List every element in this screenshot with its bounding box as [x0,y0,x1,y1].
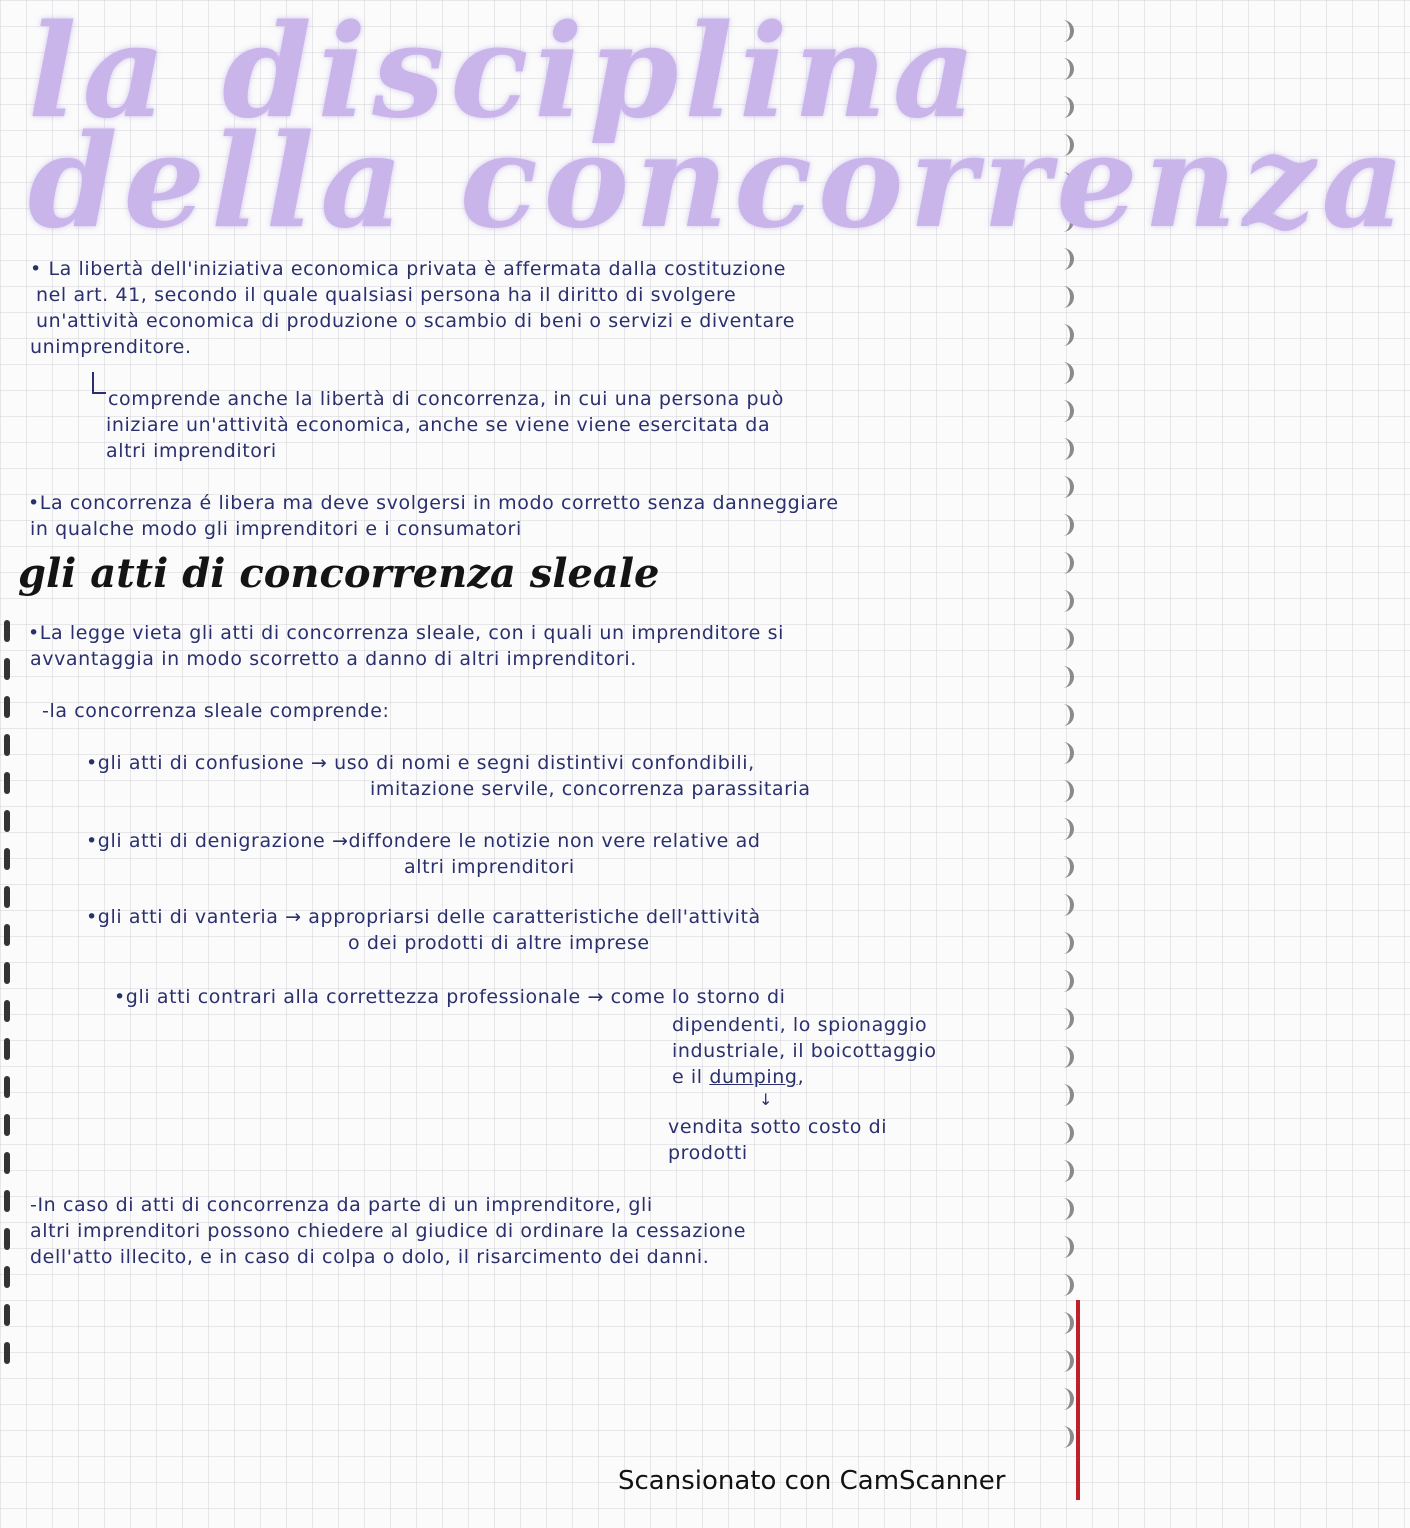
left-edge-marks [0,620,14,1380]
para-3-line-1: •La legge vieta gli atti di concorrenza sleale, con i quali un imprenditore si [28,622,784,644]
down-arrow-icon: ↓ [759,1090,773,1109]
sub-line-2: iniziare un'attività economica, anche se viene viene esercitata da [106,414,771,436]
ring-icon [1044,818,1074,840]
item-vanteria-line-1: •gli atti di vanteria → appropriarsi delle caratteristiche dell'attività [86,906,761,928]
ring-icon [1044,1426,1074,1448]
binding-hole-mark [4,734,10,756]
item-vanteria-line-2: o dei prodotti di altre imprese [348,932,650,954]
ring-icon [1044,780,1074,802]
intro-line-2: nel art. 41, secondo il quale qualsiasi persona ha il diritto di svolgere [36,284,737,306]
binding-hole-mark [4,1304,10,1326]
scanner-watermark: Scansionato con CamScanner [618,1466,1006,1496]
binding-hole-mark [4,1000,10,1022]
ring-icon [1044,1236,1074,1258]
binding-hole-mark [4,924,10,946]
intro-line-1: • La libertà dell'iniziativa economica privata è affermata dalla costituzione [30,258,787,280]
ring-icon [1044,1274,1074,1296]
binding-hole-mark [4,886,10,908]
binding-hole-mark [4,620,10,642]
sub-line-1: comprende anche la libertà di concorrenza, in cui una persona può [108,388,785,410]
item-confusione-line-1: •gli atti di confusione → uso di nomi e segni distintivi confondibili, [86,752,755,774]
binding-hole-mark [4,1266,10,1288]
ring-icon [1044,324,1074,346]
section-heading: gli atti di concorrenza sleale [18,550,660,597]
intro-line-3: un'attività economica di produzione o scambio di beni o servizi e diventare [36,310,796,332]
item-correttezza-line-4: e il dumping, [672,1066,805,1088]
binding-hole-mark [4,772,10,794]
ring-icon [1044,1084,1074,1106]
page-title-line-2: della concorrenza [28,107,1410,257]
intro-line-4: unimprenditore. [30,336,192,358]
dumping-note-line-1: vendita sotto costo di [668,1116,888,1138]
ring-icon [1044,438,1074,460]
binding-hole-mark [4,696,10,718]
ring-icon [1044,742,1074,764]
ring-icon [1044,894,1074,916]
ring-icon [1044,1198,1074,1220]
margin-line [1076,1300,1080,1500]
dumping-note-line-2: prodotti [668,1142,748,1164]
item-denigrazione-line-2: altri imprenditori [404,856,575,878]
ring-icon [1044,666,1074,688]
ring-icon [1044,1388,1074,1410]
sub-bracket [92,372,106,394]
ring-icon [1044,362,1074,384]
binding-hole-mark [4,1038,10,1060]
binding-hole-mark [4,848,10,870]
item-denigrazione-line-1: •gli atti di denigrazione →diffondere le notizie non vere relative ad [86,830,761,852]
sub-line-3: altri imprenditori [106,440,277,462]
ring-icon [1044,1160,1074,1182]
item-correttezza-line-2: dipendenti, lo spionaggio [672,1014,928,1036]
ring-icon [1044,704,1074,726]
ring-icon [1044,1312,1074,1334]
item-correttezza-line-3: industriale, il boicottaggio [672,1040,937,1062]
ring-icon [1044,476,1074,498]
ring-icon [1044,628,1074,650]
ring-icon [1044,970,1074,992]
ring-icon [1044,58,1074,80]
ring-icon [1044,514,1074,536]
ring-icon [1044,286,1074,308]
para-2-line-2: in qualche modo gli imprenditori e i consumatori [30,518,522,540]
binding-hole-mark [4,1114,10,1136]
para-2-line-1: •La concorrenza é libera ma deve svolgersi in modo corretto senza danneggiare [28,492,839,514]
ring-icon [1044,932,1074,954]
binding-hole-mark [4,1190,10,1212]
dumping-term: dumping [709,1066,798,1088]
binding-hole-mark [4,1076,10,1098]
item-correttezza-line-1: •gli atti contrari alla correttezza professionale → come lo storno di [114,986,786,1008]
binding-hole-mark [4,962,10,984]
binding-hole-mark [4,810,10,832]
item-confusione-line-2: imitazione servile, concorrenza parassitaria [370,778,811,800]
binding-hole-mark [4,1228,10,1250]
para-5-line-3: dell'atto illecito, e in caso di colpa o dolo, il risarcimento dei danni. [30,1246,710,1268]
binding-hole-mark [4,658,10,680]
ring-icon [1044,1350,1074,1372]
ring-icon [1044,1046,1074,1068]
para-5-line-1: -In caso di atti di concorrenza da parte di un imprenditore, gli [30,1194,653,1216]
ring-icon [1044,1122,1074,1144]
ring-icon [1044,552,1074,574]
para-4: -la concorrenza sleale comprende: [42,700,390,722]
ring-icon [1044,856,1074,878]
ring-icon [1044,1008,1074,1030]
para-3-line-2: avvantaggia in modo scorretto a danno di altri imprenditori. [30,648,637,670]
binding-hole-mark [4,1342,10,1364]
binding-hole-mark [4,1152,10,1174]
ring-icon [1044,590,1074,612]
para-5-line-2: altri imprenditori possono chiedere al giudice di ordinare la cessazione [30,1220,746,1242]
page-title-line-1: la disciplina [28,0,982,147]
ring-icon [1044,400,1074,422]
ring-icon [1044,20,1074,42]
